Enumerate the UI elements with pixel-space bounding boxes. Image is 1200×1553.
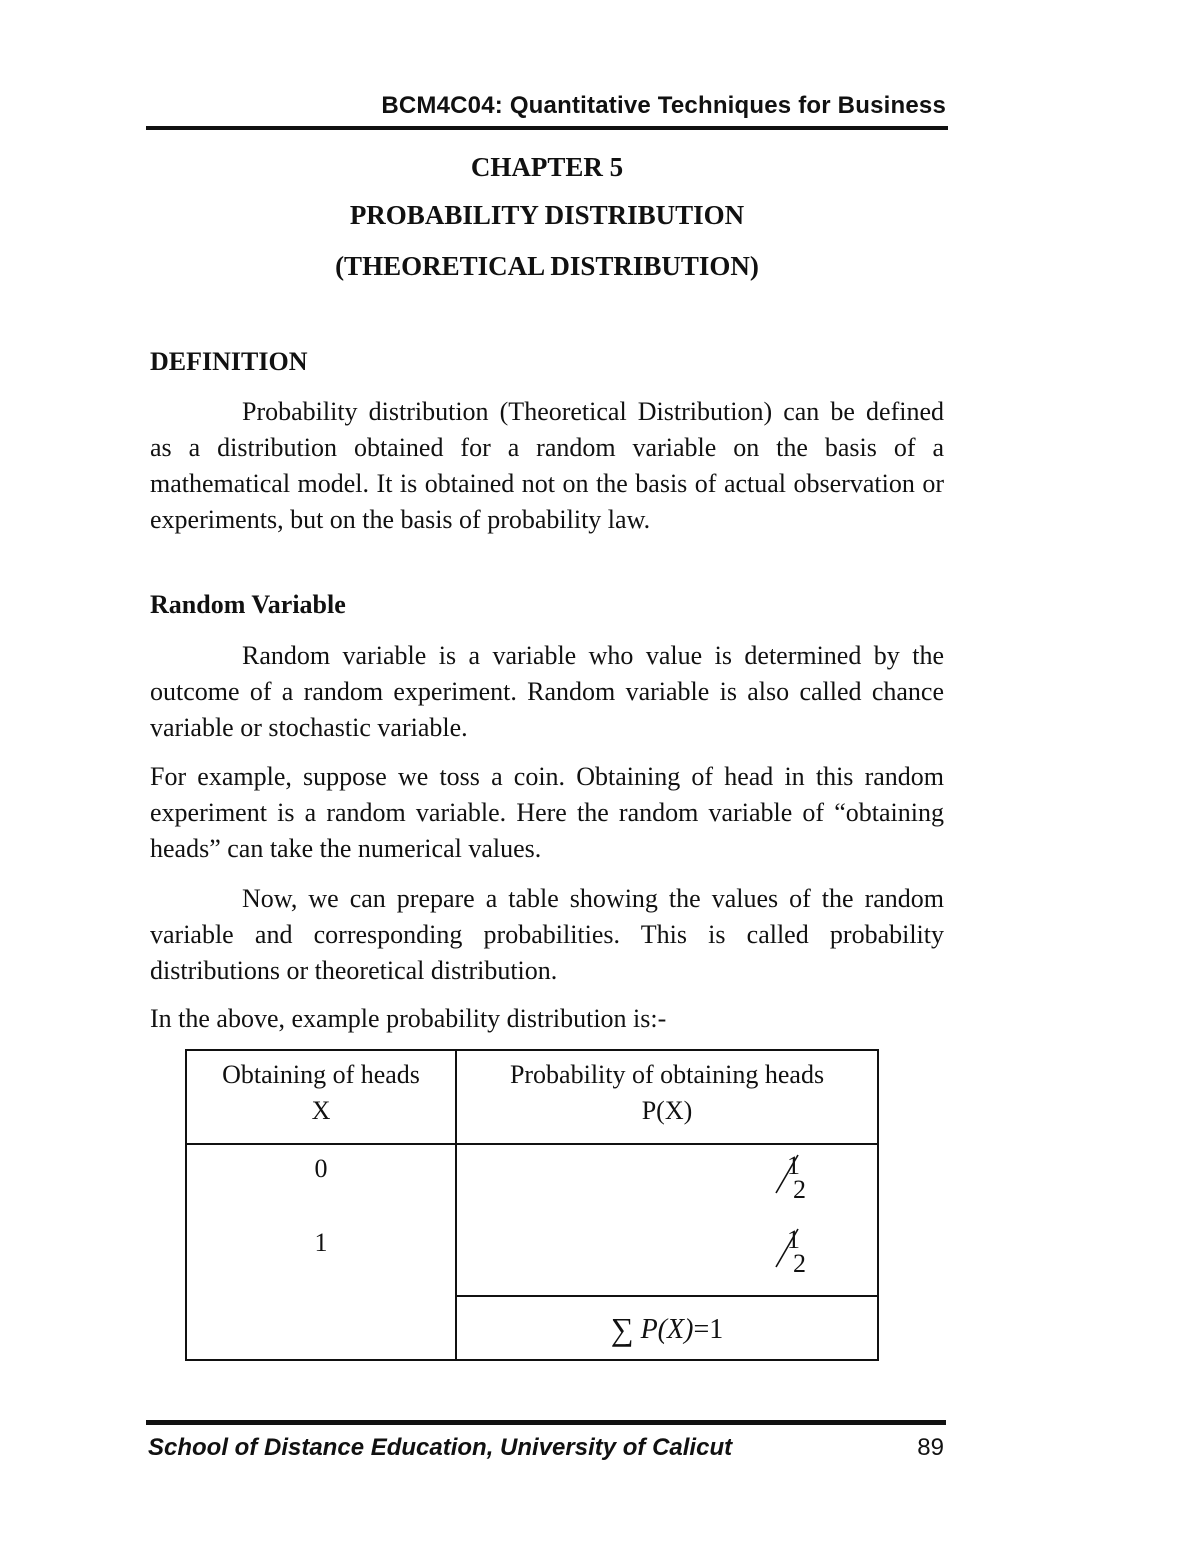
page-number: 89 [917,1434,944,1461]
fraction-denominator: 2 [793,1249,806,1278]
probability-distribution-table [185,1049,879,1361]
probability-values-cell [456,1144,878,1296]
x-value: 0 [314,1154,328,1183]
running-header-title: BCM4C04: Quantitative Techniques for Business [381,92,946,119]
column-header-px [456,1050,878,1144]
column-header-x-symbol: X [311,1096,331,1125]
example-line: In the above, example probability distribution is:- [150,1004,667,1033]
footer-institution: School of Distance Education, University of Calicut [148,1434,733,1461]
definition-heading: DEFINITION [150,347,308,376]
table-header-row [186,1050,878,1144]
sum-equals: =1 [693,1314,724,1345]
sum-formula [611,1311,723,1348]
column-header-px-label: Probability of obtaining heads [509,1060,825,1089]
footer-rule [146,1420,946,1425]
fraction-numerator: 1 [787,1151,800,1180]
column-header-x-label: Obtaining of heads [222,1060,420,1089]
random-variable-heading: Random Variable [150,590,346,619]
random-variable-paragraph: Random variable is a variable who value is determined by the outcome of a random experiment. Random variable is also called chance variable or stochastic variable. [150,641,944,742]
table-row [186,1144,878,1296]
column-header-x [186,1050,456,1144]
x-values-cell [186,1144,456,1360]
chapter-title: PROBABILITY DISTRIBUTION [349,200,745,230]
sum-cell [456,1296,878,1360]
fraction-denominator: 2 [793,1175,806,1204]
table-intro-paragraph: Now, we can prepare a table showing the values of the random variable and corresponding probabilities. This is called probability distributions or theoretical distribution. [150,884,944,985]
column-header-px-symbol: P(X) [641,1096,693,1125]
chapter-number: CHAPTER 5 [470,152,624,182]
header-rule [146,126,948,130]
sum-variable: P(X) [640,1314,694,1345]
fraction-half [457,1145,877,1219]
x-value: 1 [314,1228,328,1257]
example-paragraph: For example, suppose we toss a coin. Obtaining of head in this random experiment is a random variable. Here the random variable of “obtaining heads” can take the numerical values. [150,762,944,863]
definition-paragraph: Probability distribution (Theoretical Distribution) can be defined as a distribution obtained for a random variable on the basis of a mathematical model. It is obtained not on the basis of actual observation or experiments, but on the basis of probability law. [150,397,944,534]
fraction-half [457,1219,877,1293]
sigma-symbol: ∑ [610,1311,634,1347]
fraction-numerator: 1 [787,1225,800,1254]
chapter-subtitle: (THEORETICAL DISTRIBUTION) [335,251,759,281]
